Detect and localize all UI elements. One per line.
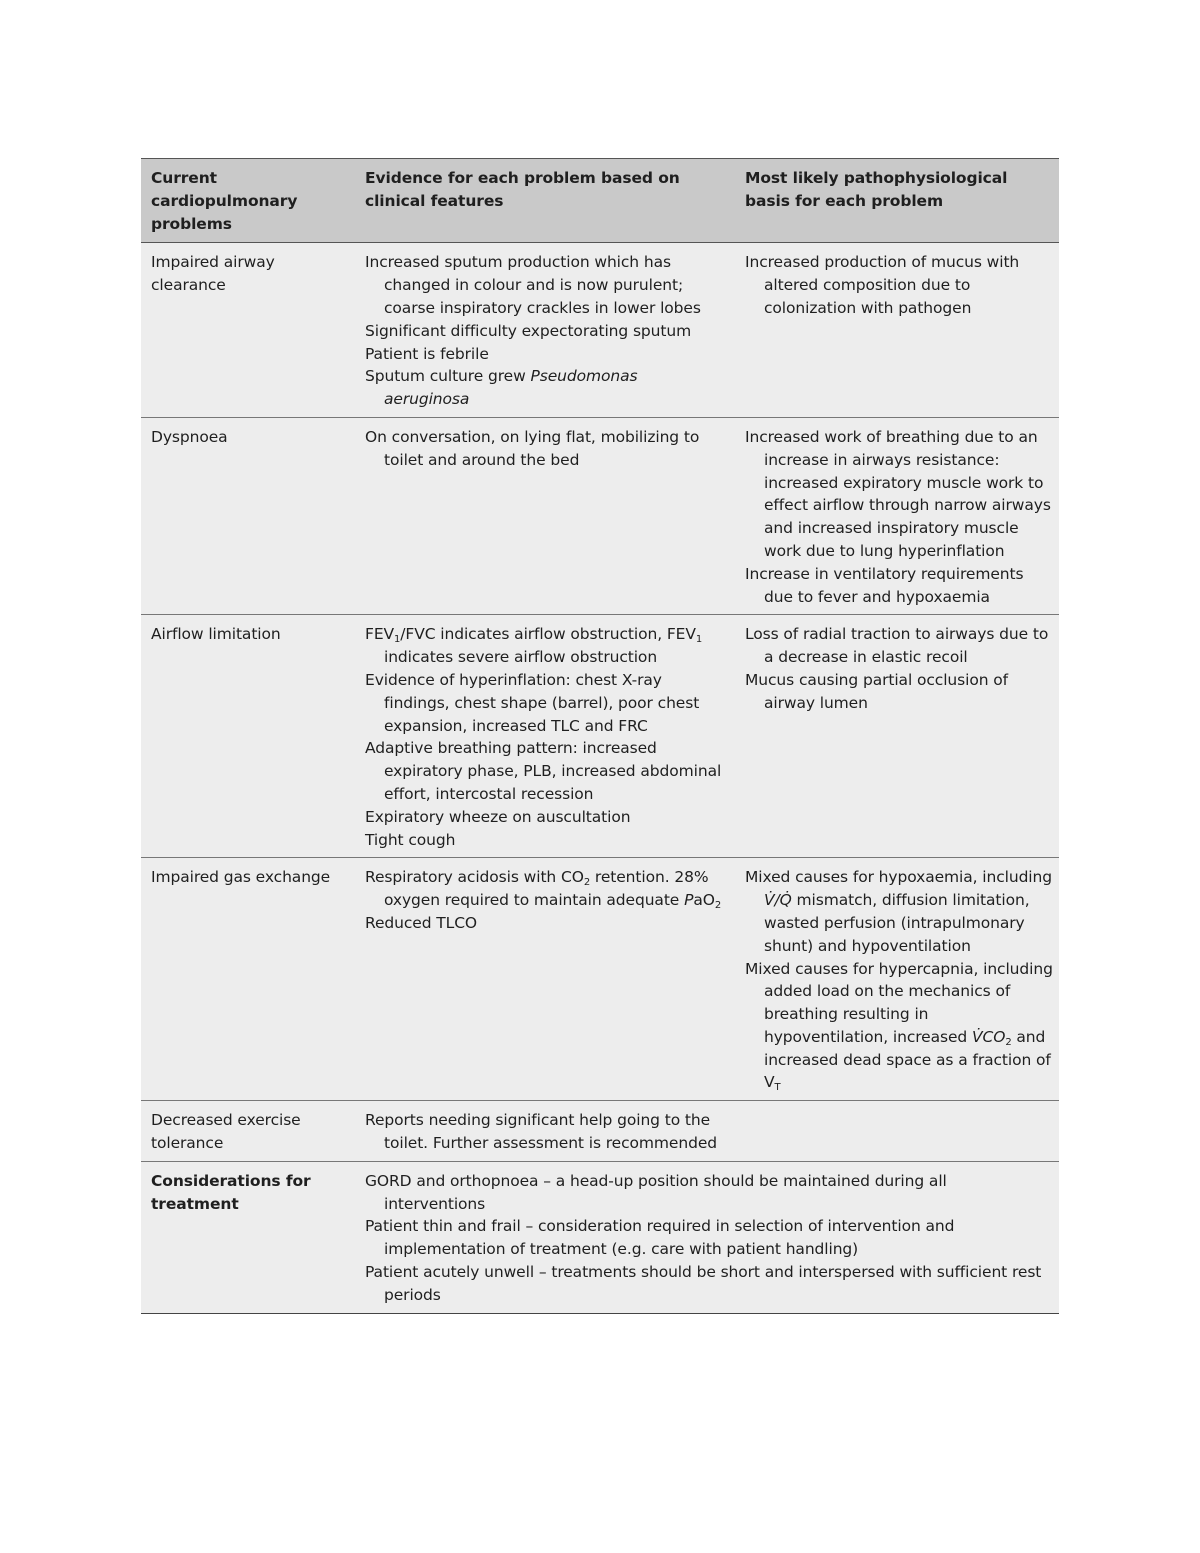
basis-cell: [735, 1101, 1059, 1162]
evidence-line: Increased sputum production which has changed in colour and is now purulent; coarse inspiratory crackles in lower lobes: [365, 253, 701, 317]
basis-text: and increased dead space as a fraction of V: [764, 1027, 1051, 1092]
table-header: [141, 159, 1059, 243]
italic-p: P: [684, 891, 694, 910]
problem-cell: Decreased exercise tolerance: [141, 1101, 355, 1162]
vco-symbol: V̇CO: [971, 1027, 1006, 1046]
evidence-line: Evidence of hyperinflation: chest X-ray findings, chest shape (barrel), poor chest expansion, increased TLC and FRC: [365, 670, 700, 735]
basis-line: [745, 866, 1053, 957]
evidence-cell: [355, 615, 735, 858]
basis-text: Mixed causes for hypoxaemia, including: [745, 868, 1052, 887]
basis-line: Mucus causing partial occlusion of airway lumen: [745, 670, 1008, 712]
problem-cell: Dyspnoea: [141, 417, 355, 614]
evidence-line: [365, 365, 725, 411]
evidence-text: aO: [693, 891, 715, 910]
header-basis: Most likely pathophysiological basis for each problem: [735, 159, 1059, 243]
table-body: [141, 243, 1059, 1313]
problem-cell: Impaired airway clearance: [141, 243, 355, 418]
problem-cell: Airflow limitation: [141, 615, 355, 858]
evidence-line: Reduced TLCO: [365, 913, 478, 932]
evidence-cell: [355, 417, 735, 614]
evidence-text: /FVC indicates airflow obstruction, FEV: [400, 625, 696, 644]
evidence-line: Patient is febrile: [365, 344, 489, 363]
basis-cell: [735, 417, 1059, 614]
basis-line: [745, 958, 1053, 1095]
problem-cell: Impaired gas exchange: [141, 858, 355, 1101]
basis-line: Loss of radial traction to airways due to a decrease in elastic recoil: [745, 625, 1049, 667]
consideration-item: Patient acutely unwell – treatments should be short and interspersed with sufficient rest periods: [365, 1263, 1042, 1304]
consideration-item: Patient thin and frail – consideration required in selection of intervention and implementation of treatment (e.g. care with patient handling): [365, 1217, 955, 1259]
cardiopulmonary-problems-table: [141, 158, 1059, 1314]
table-row: [141, 858, 1059, 1101]
evidence-line: [365, 623, 725, 669]
subscript: 2: [583, 877, 591, 889]
evidence-line: Reports needing significant help going to the toilet. Further assessment is recommended: [365, 1111, 717, 1153]
basis-line: Increase in ventilatory requirements due to fever and hypoxaemia: [745, 564, 1024, 606]
evidence-cell: [355, 243, 735, 418]
evidence-text: FEV: [365, 625, 395, 644]
subscript: 2: [1005, 1036, 1012, 1048]
evidence-line: Significant difficulty expectorating sputum: [365, 321, 692, 340]
evidence-cell: [355, 1101, 735, 1162]
table-row: [141, 1101, 1059, 1162]
evidence-text: retention. 28% oxygen required to maintain adequate: [384, 868, 709, 910]
header-evidence: Evidence for each problem based on clinical features: [355, 159, 735, 243]
basis-cell: [735, 858, 1059, 1101]
evidence-line: [365, 866, 725, 912]
table-row: [141, 243, 1059, 418]
evidence-text: Sputum culture grew: [365, 367, 531, 386]
basis-line: Increased work of breathing due to an increase in airways resistance: increased expiratory muscle work to effect airflow through narrow airways and increased inspiratory muscle work due to lung hyperinflation: [745, 427, 1051, 560]
basis-cell: [735, 615, 1059, 858]
considerations-cell: [355, 1161, 1059, 1313]
evidence-line: Tight cough: [365, 830, 456, 849]
document-page: [141, 158, 1059, 1314]
vq-symbol: V̇/Q̇: [764, 891, 792, 910]
evidence-cell: [355, 858, 735, 1101]
pathogen-name: Pseudomonas aeruginosa: [384, 367, 638, 409]
table-row: [141, 615, 1059, 858]
header-row: [141, 159, 1059, 243]
header-problems: Current cardiopulmonary problems: [141, 159, 355, 243]
basis-line: Increased production of mucus with altered composition due to colonization with pathogen: [745, 253, 1020, 317]
basis-text: mismatch, diffusion limitation, wasted perfusion (intrapulmonary shunt) and hypoventilation: [764, 891, 1030, 955]
evidence-line: Expiratory wheeze on auscultation: [365, 807, 631, 826]
evidence-text: Respiratory acidosis with CO: [365, 868, 584, 887]
considerations-row: [141, 1161, 1059, 1313]
consideration-item: GORD and orthopnoea – a head-up position should be maintained during all interventions: [365, 1171, 947, 1213]
subscript: T: [774, 1082, 781, 1094]
considerations-label: Considerations for treatment: [141, 1161, 355, 1313]
subscript: 1: [394, 634, 401, 646]
evidence-text: indicates severe airflow obstruction: [384, 648, 658, 667]
evidence-line: Adaptive breathing pattern: increased expiratory phase, PLB, increased abdominal effort, intercostal recession: [365, 739, 722, 803]
basis-cell: [735, 243, 1059, 418]
table-row: [141, 417, 1059, 614]
evidence-line: On conversation, on lying flat, mobilizing to toilet and around the bed: [365, 427, 700, 469]
subscript: 2: [714, 900, 722, 912]
subscript: 1: [695, 634, 703, 646]
basis-text: Mixed causes for hypercapnia, including added load on the mechanics of breathing resulting in hypoventilation, increased: [745, 959, 1053, 1046]
